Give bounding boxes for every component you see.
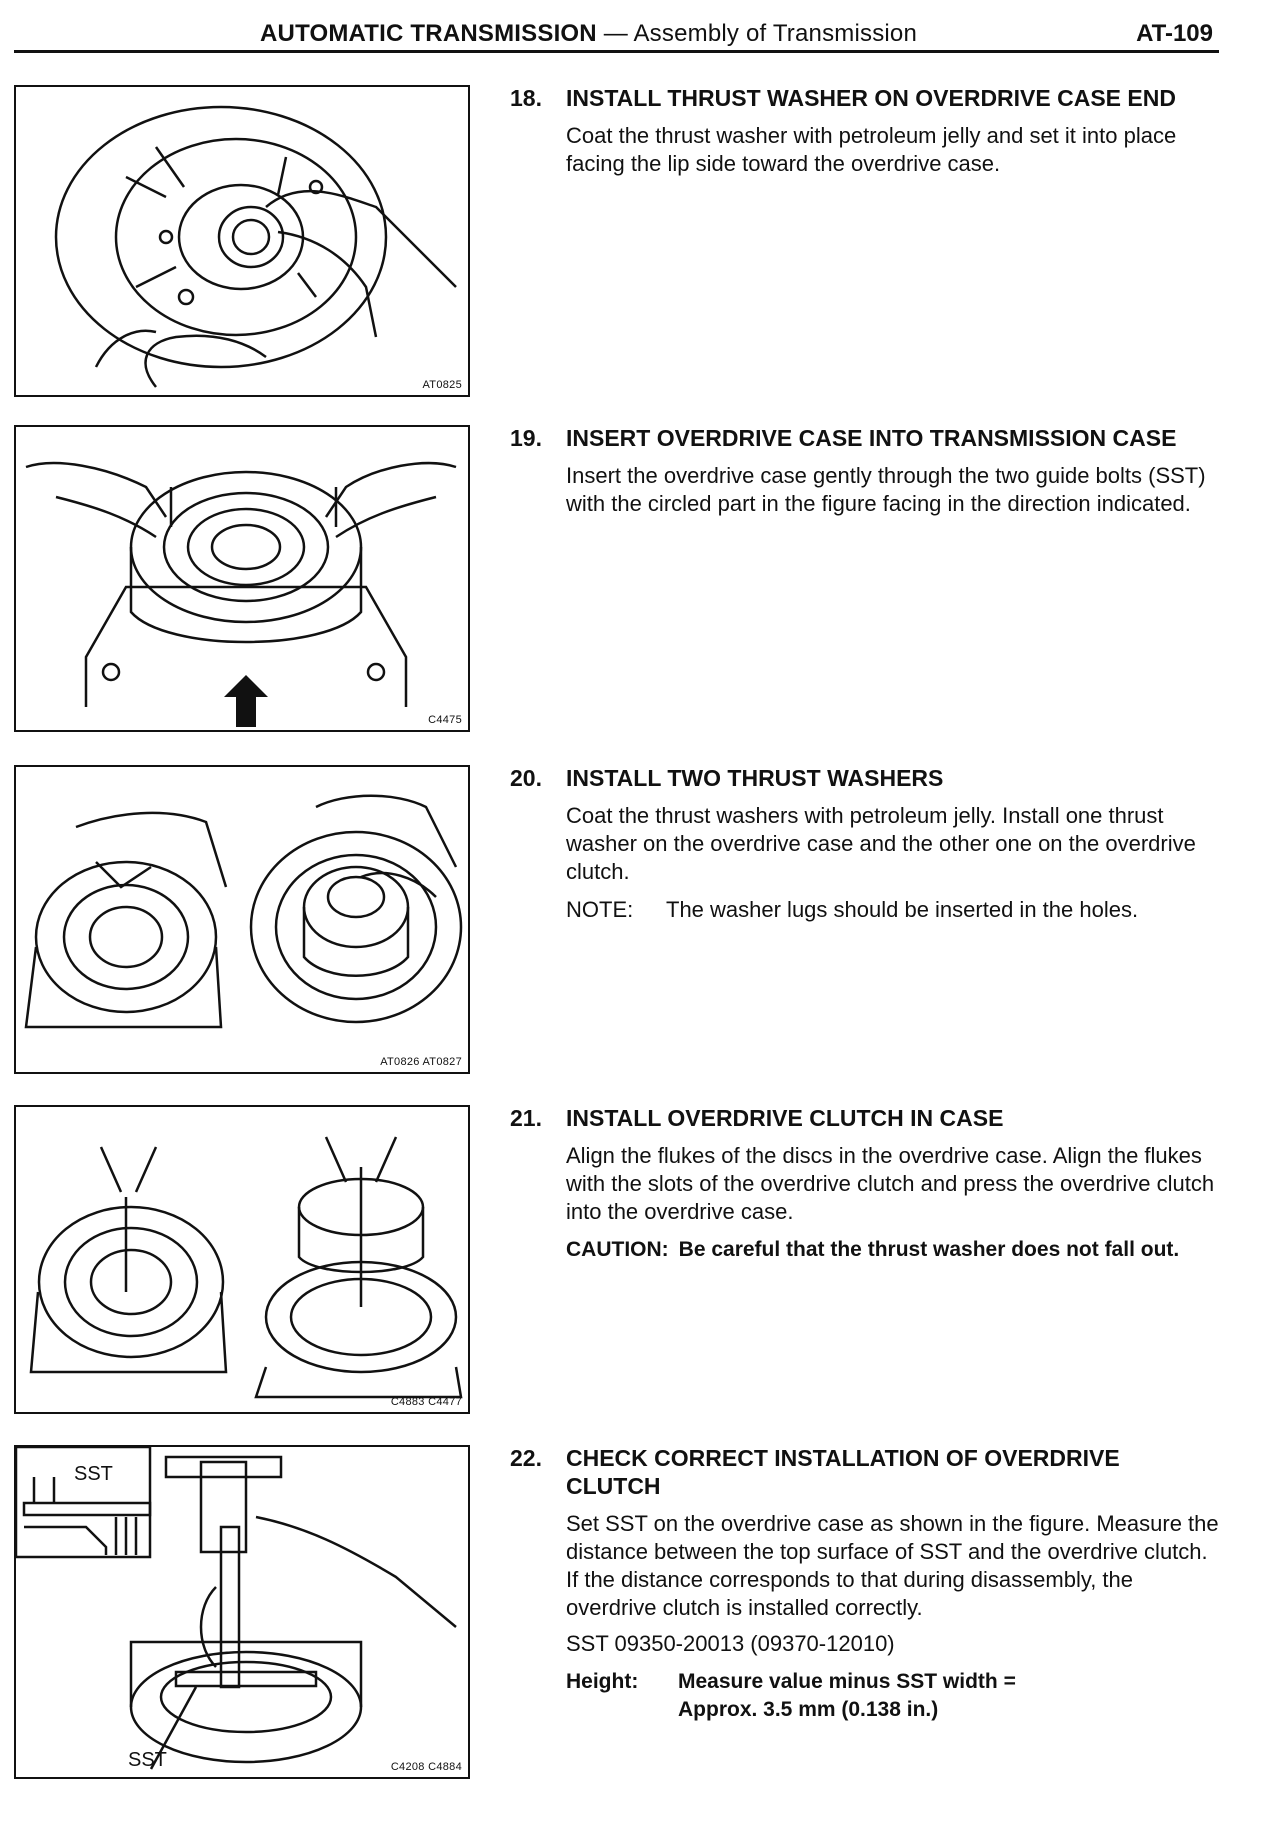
step-21 — [510, 1104, 1220, 1264]
figure-two-thrust-washers — [14, 765, 470, 1074]
step-title: CHECK CORRECT INSTALLATION OF OVERDRIVE CLUTCH — [566, 1445, 1120, 1499]
step-20 — [510, 764, 1220, 924]
caution — [566, 1236, 1220, 1264]
sst-part-number: SST 09350-20013 (09370-12010) — [566, 1631, 895, 1656]
step-18 — [510, 84, 1220, 178]
step-heading — [510, 1104, 1220, 1132]
header-title — [260, 20, 917, 48]
sst-callout-bottom: SST — [128, 1749, 167, 1771]
step-title: INSERT OVERDRIVE CASE INTO TRANSMISSION CASE — [566, 425, 1177, 451]
height-values — [678, 1668, 1016, 1724]
step-title: INSTALL TWO THRUST WASHERS — [566, 765, 944, 791]
step-text: Insert the overdrive case gently through the two guide bolts (SST) with the circled part in the figure facing in the direction indicated. — [566, 463, 1206, 516]
figure-overdrive-case — [14, 425, 470, 732]
note-text: The washer lugs should be inserted in the holes. — [666, 897, 1139, 922]
step-number: 19. — [510, 425, 542, 451]
height-label: Height: — [566, 1670, 639, 1693]
page-number: AT-109 — [1136, 20, 1213, 47]
step-heading — [510, 764, 1220, 792]
illustration-overdrive-case — [16, 427, 468, 730]
height-line-2: Approx. 3.5 mm (0.138 in.) — [678, 1698, 939, 1721]
height-line-1: Measure value minus SST width = — [678, 1670, 1016, 1693]
step-number: 18. — [510, 85, 542, 111]
step-title: INSTALL OVERDRIVE CLUTCH IN CASE — [566, 1105, 1004, 1131]
step-number: 22. — [510, 1445, 542, 1471]
figure-thrust-washer — [14, 85, 470, 397]
step-text: Align the flukes of the discs in the overdrive case. Align the flukes with the slots of the overdrive clutch and press the overdrive clutch into the overdrive case. — [566, 1143, 1215, 1224]
caution-text: Be careful that the thrust washer does not fall out. — [678, 1238, 1180, 1261]
figure-label: AT0826 AT0827 — [380, 1056, 462, 1068]
figure-sst-check — [14, 1445, 470, 1779]
figure-label: C4208 C4884 — [390, 1761, 462, 1773]
illustration-two-thrust-washers — [16, 767, 468, 1072]
step-text: Set SST on the overdrive case as shown in the figure. Measure the distance between the top surface of SST and the overdrive clutch. If the distance corresponds to that during disassembly, the overdrive clutch is installed correctly. — [566, 1511, 1219, 1620]
caution-label: CAUTION: — [566, 1238, 669, 1261]
figure-overdrive-clutch — [14, 1105, 470, 1414]
header-section: AUTOMATIC TRANSMISSION — [260, 20, 597, 47]
figure-label: AT0825 — [422, 379, 462, 391]
figure-label: C4475 — [428, 714, 462, 726]
step-heading — [510, 84, 1220, 112]
figure-label: C4883 C4477 — [390, 1396, 462, 1408]
illustration-sst-check — [16, 1447, 468, 1777]
step-number: 20. — [510, 765, 542, 791]
step-text: Coat the thrust washers with petroleum jelly. Install one thrust washer on the overdrive case and the other one on the overdrive clutch. — [566, 803, 1196, 884]
note — [566, 896, 1220, 924]
height-spec — [566, 1668, 1220, 1724]
note-label: NOTE: — [566, 897, 634, 922]
sst-callout-top: SST — [74, 1463, 113, 1485]
illustration-overdrive-clutch — [16, 1107, 468, 1412]
step-text: Coat the thrust washer with petroleum jelly and set it into place facing the lip side toward the overdrive case. — [566, 123, 1177, 176]
illustration-thrust-washer — [16, 87, 468, 395]
step-heading — [510, 1444, 1220, 1500]
step-22 — [510, 1444, 1220, 1724]
step-number: 21. — [510, 1105, 542, 1131]
header-dash: — — [596, 20, 634, 47]
step-heading — [510, 424, 1220, 452]
step-19 — [510, 424, 1220, 518]
page-header — [14, 14, 1219, 53]
header-subtitle: Assembly of Transmission — [633, 20, 918, 47]
step-title: INSTALL THRUST WASHER ON OVERDRIVE CASE END — [566, 85, 1176, 111]
